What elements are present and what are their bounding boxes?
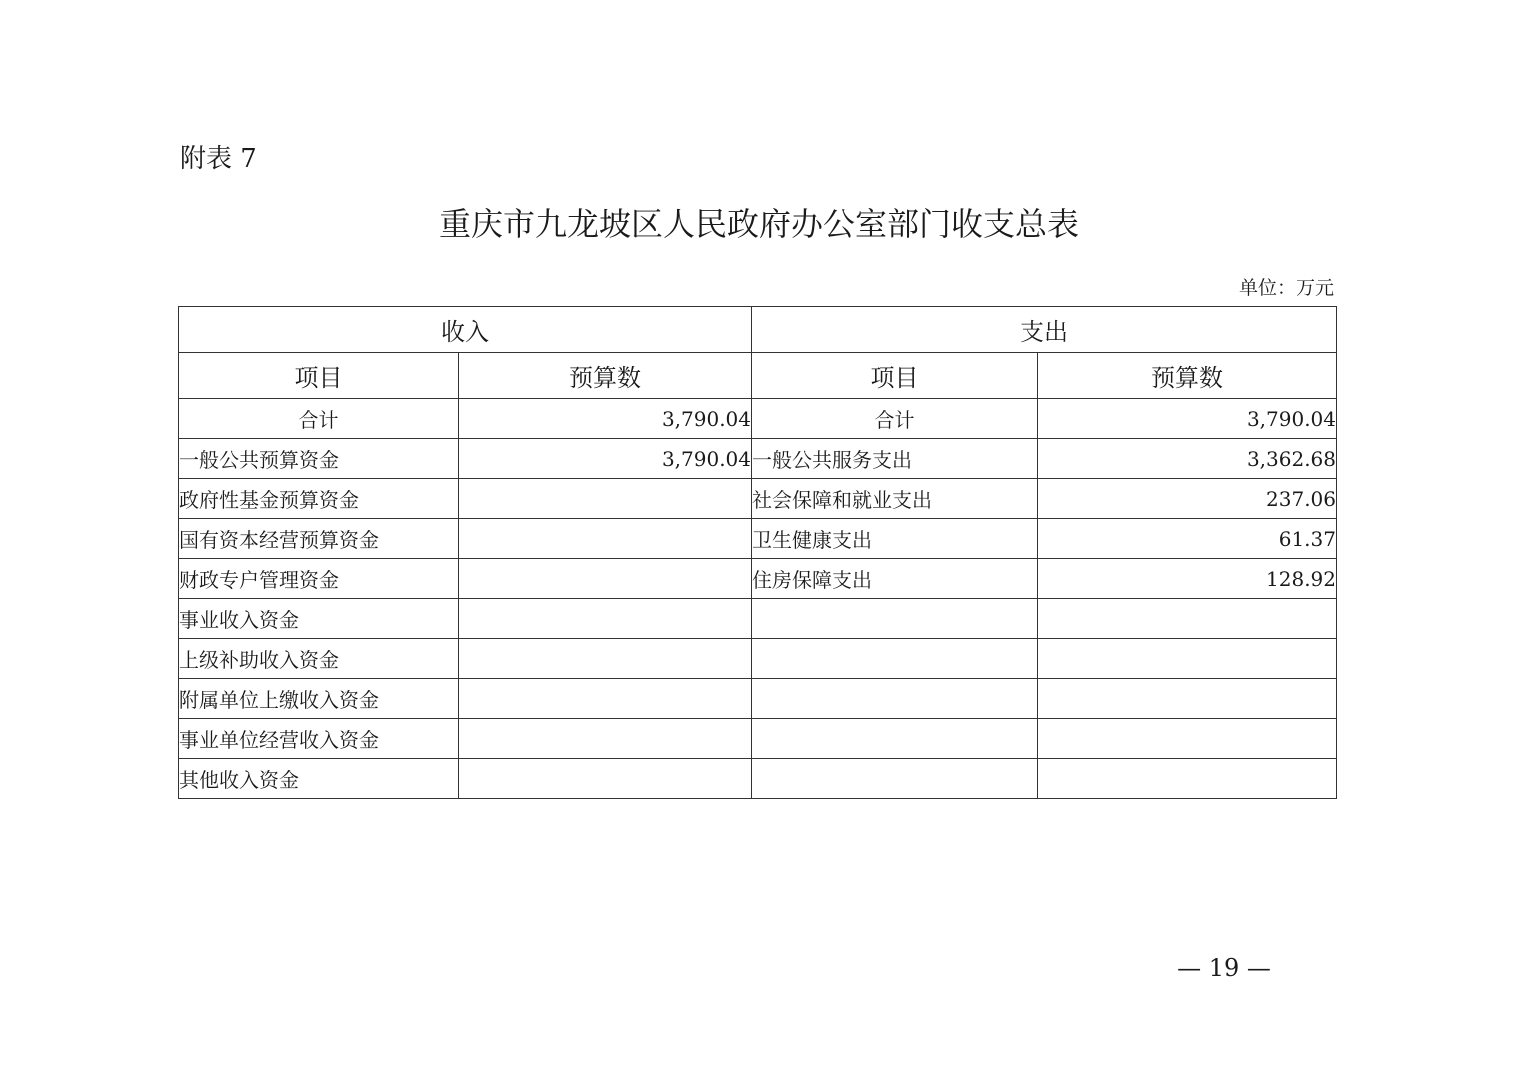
income-value-cell bbox=[459, 559, 752, 599]
income-value-cell: 3,790.04 bbox=[459, 439, 752, 479]
income-item-cell: 政府性基金预算资金 bbox=[179, 479, 459, 519]
income-expense-table bbox=[178, 306, 1337, 799]
expense-value-cell: 128.92 bbox=[1038, 559, 1337, 599]
expense-item-cell: 合计 bbox=[752, 399, 1038, 439]
expense-value-cell: 61.37 bbox=[1038, 519, 1337, 559]
expense-item-cell bbox=[752, 759, 1038, 799]
expense-item-cell: 社会保障和就业支出 bbox=[752, 479, 1038, 519]
expense-item-cell: 住房保障支出 bbox=[752, 559, 1038, 599]
income-item-cell: 其他收入资金 bbox=[179, 759, 459, 799]
table-row bbox=[179, 719, 1337, 759]
table-row bbox=[179, 759, 1337, 799]
expense-item-cell: 卫生健康支出 bbox=[752, 519, 1038, 559]
income-item-cell: 一般公共预算资金 bbox=[179, 439, 459, 479]
income-value-cell bbox=[459, 719, 752, 759]
income-item-cell: 国有资本经营预算资金 bbox=[179, 519, 459, 559]
table-row bbox=[179, 639, 1337, 679]
expense-value-cell: 3,790.04 bbox=[1038, 399, 1337, 439]
expense-item-column-header: 项目 bbox=[752, 353, 1038, 399]
income-value-cell bbox=[459, 519, 752, 559]
table-group-header-row bbox=[179, 307, 1337, 353]
expense-value-cell: 3,362.68 bbox=[1038, 439, 1337, 479]
table-row-total bbox=[179, 399, 1337, 439]
expense-value-cell bbox=[1038, 679, 1337, 719]
expense-value-cell bbox=[1038, 639, 1337, 679]
table-row bbox=[179, 519, 1337, 559]
table-row bbox=[179, 479, 1337, 519]
expense-budget-column-header: 预算数 bbox=[1038, 353, 1337, 399]
table-row bbox=[179, 679, 1337, 719]
expense-value-cell: 237.06 bbox=[1038, 479, 1337, 519]
expense-item-cell bbox=[752, 639, 1038, 679]
table-row bbox=[179, 439, 1337, 479]
income-item-cell: 附属单位上缴收入资金 bbox=[179, 679, 459, 719]
expense-value-cell bbox=[1038, 759, 1337, 799]
table-row bbox=[179, 559, 1337, 599]
income-value-cell: 3,790.04 bbox=[459, 399, 752, 439]
income-value-cell bbox=[459, 759, 752, 799]
expense-value-cell bbox=[1038, 719, 1337, 759]
expense-item-cell bbox=[752, 719, 1038, 759]
income-header: 收入 bbox=[179, 307, 752, 353]
income-item-cell: 事业收入资金 bbox=[179, 599, 459, 639]
expense-header: 支出 bbox=[752, 307, 1337, 353]
document-title: 重庆市九龙坡区人民政府办公室部门收支总表 bbox=[438, 205, 1079, 243]
income-value-cell bbox=[459, 599, 752, 639]
unit-label: 单位：万元 bbox=[1238, 277, 1334, 299]
income-value-cell bbox=[459, 639, 752, 679]
appendix-label: 附表 7 bbox=[180, 144, 257, 174]
income-value-cell bbox=[459, 679, 752, 719]
table-row bbox=[179, 599, 1337, 639]
page-number: — 19 — bbox=[1177, 954, 1271, 982]
expense-item-cell bbox=[752, 679, 1038, 719]
expense-item-cell: 一般公共服务支出 bbox=[752, 439, 1038, 479]
income-item-cell: 合计 bbox=[179, 399, 459, 439]
income-item-cell: 事业单位经营收入资金 bbox=[179, 719, 459, 759]
expense-item-cell bbox=[752, 599, 1038, 639]
income-value-cell bbox=[459, 479, 752, 519]
table-column-header-row bbox=[179, 353, 1337, 399]
income-budget-column-header: 预算数 bbox=[459, 353, 752, 399]
income-item-cell: 财政专户管理资金 bbox=[179, 559, 459, 599]
income-item-cell: 上级补助收入资金 bbox=[179, 639, 459, 679]
income-item-column-header: 项目 bbox=[179, 353, 459, 399]
expense-value-cell bbox=[1038, 599, 1337, 639]
